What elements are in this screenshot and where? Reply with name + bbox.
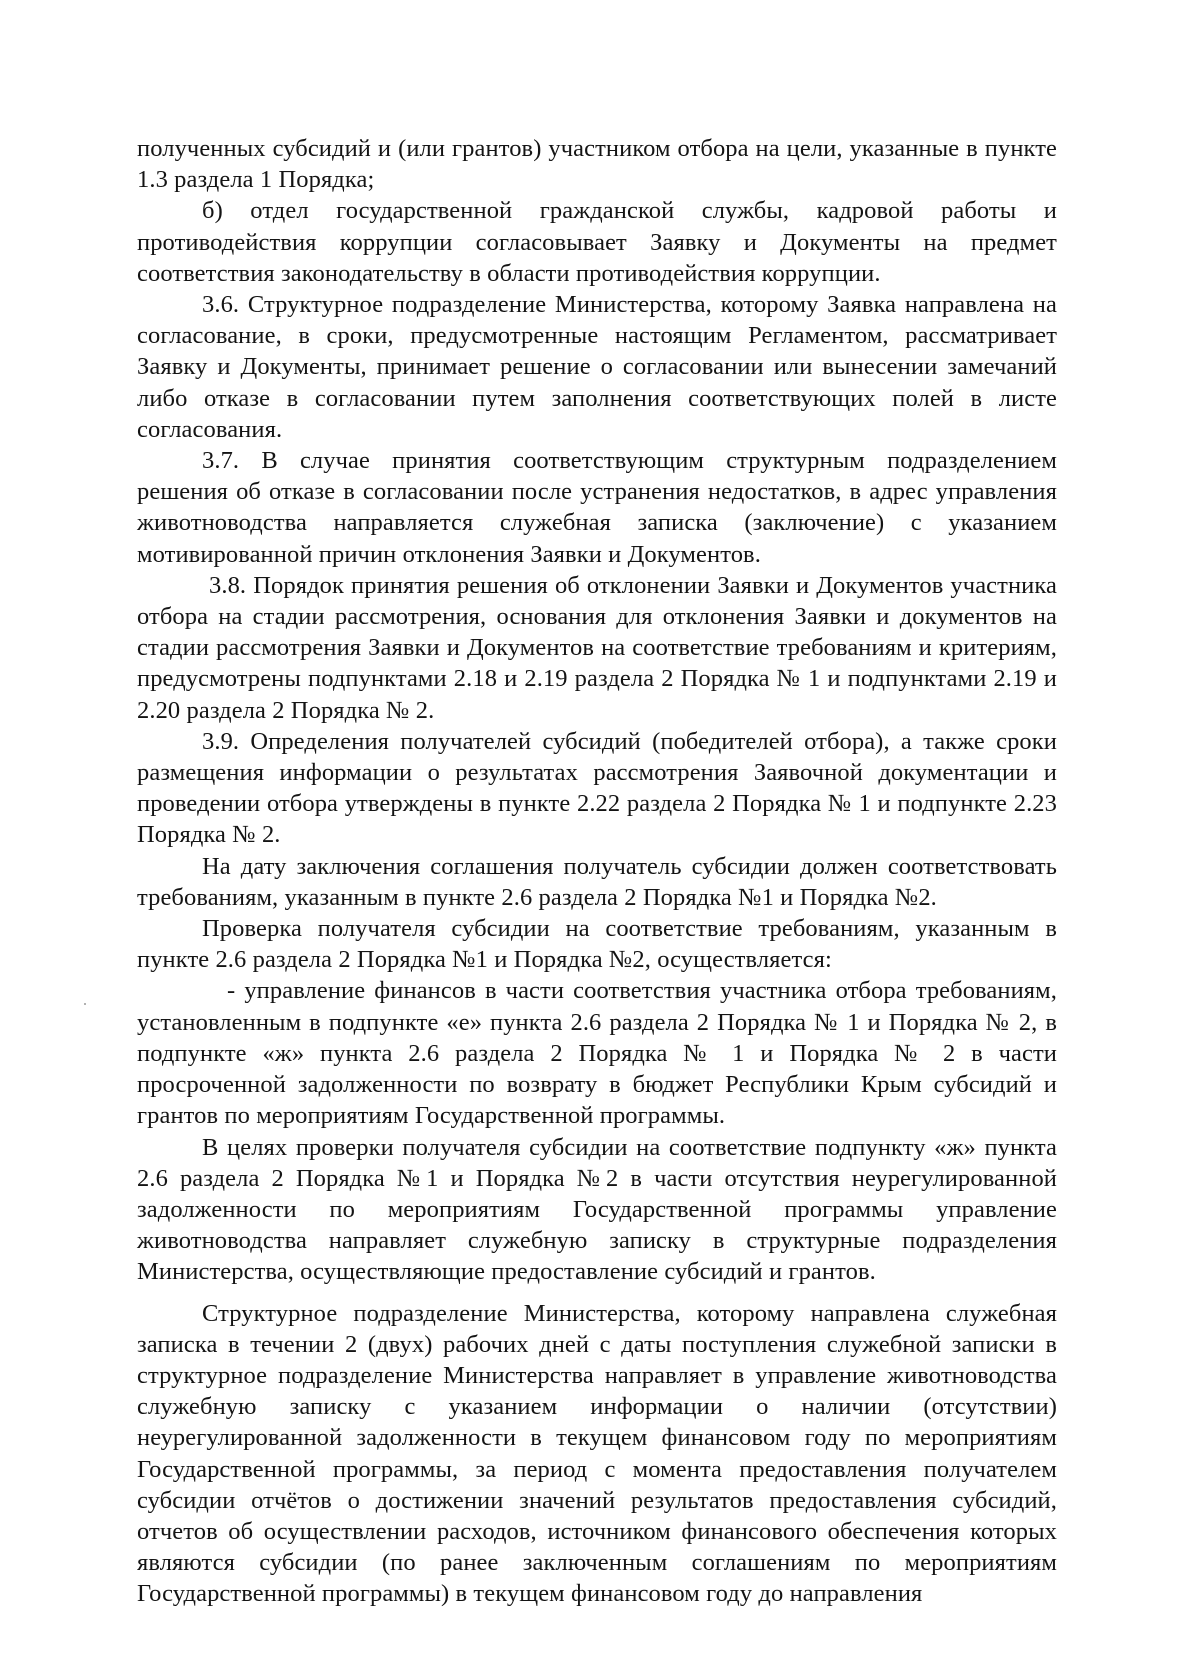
- document-body: [137, 133, 1057, 1610]
- scan-speck: [84, 1003, 86, 1005]
- paragraph-agreement-date: На дату заключения соглашения получатель субсидии должен соответствовать требованиям, указанным в пункте 2.6 раздела 2 Порядка №1 и Порядка №2.: [137, 852, 1057, 911]
- paragraph-3-6: 3.6. Структурное подразделение Министерства, которому Заявка направлена на согласование, в сроки, предусмотренные настоящим Регламентом, рассматривает Заявку и Документы, принимает решение о согласовании или вынесении замечаний либо отказе в согласовании путем заполнения соответствующих полей в листе согласования.: [137, 291, 1057, 443]
- paragraph-3-7: 3.7. В случае принятия соответствующим структурным подразделением решения об отказе в согласовании после устранения недостатков, в адрес управления животноводства направляется служебная записка (заключение) с указанием мотивированной причин отклонения Заявки и Документов.: [137, 447, 1057, 568]
- paragraph-finance-dash-item: - управление финансов в части соответствия участника отбора требованиям, установленным в подпункте «е» пункта 2.6 раздела 2 Порядка № 1 и Порядка № 2, в подпункте «ж» пункта 2.6 раздела 2 Порядка № 1 и Порядка № 2 в части просроченной задолженности по возврату в бюджет Республики Крым субсидий и грантов по мероприятиям Государственной программы.: [137, 977, 1057, 1130]
- paragraph-3-8: 3.8. Порядок принятия решения об отклонении Заявки и Документов участника отбора на стадии рассмотрения, основания для отклонения Заявки и документов на стадии рассмотрения Заявки и Документов на соответствие требованиям и критериям, предусмотрены подпунктами 2.18 и 2.19 раздела 2 Порядка № 1 и подпунктами 2.19 и 2.20 раздела 2 Порядка № 2.: [137, 571, 1057, 724]
- paragraph-structural-unit: Структурное подразделение Министерства, которому направлена служебная записка в течении 2 (двух) рабочих дней с даты поступления служебной записки в структурное подразделение Министерства направляет в управление животноводства служебную записку с указанием информации о наличии (отсутствии) неурегулированной задолженности в текущем финансовом году по мероприятиям Государственной программы, за период с момента предоставления получателем субсидии отчётов о достижении значений результатов предоставления субсидий, отчетов об осуществлении расходов, источником финансового обеспечения которых являются субсидии (по ранее заключенным соглашениям по мероприятиям Государственной программы) в текущем финансовом году до направления: [137, 1299, 1057, 1608]
- paragraph-continuation: полученных субсидий и (или грантов) участником отбора на цели, указанные в пункте 1.3 раздела 1 Порядка;: [137, 135, 1057, 194]
- paragraph-3-9: 3.9. Определения получателей субсидий (победителей отбора), а также сроки размещения информации о результатах рассмотрения Заявочной документации и проведении отбора утверждены в пункте 2.22 раздела 2 Порядка № 1 и подпункте 2.23 Порядка № 2.: [137, 727, 1057, 849]
- paragraph-verification-aims: В целях проверки получателя субсидии на соответствие подпункту «ж» пункта 2.6 раздела 2 Порядка №1 и Порядка №2 в части отсутствия неурегулированной задолженности по мероприятиям Государственной программы управление животноводства направляет служебную записку в структурные подразделения Министерства, осуществляющие предоставление субсидий и грантов.: [137, 1133, 1057, 1286]
- paragraph-recipient-check: Проверка получателя субсидии на соответствие требованиям, указанным в пункте 2.6 раздела 2 Порядка №1 и Порядка №2, осуществляется:: [137, 915, 1057, 974]
- paragraph-b-anticorruption: б) отдел государственной гражданской службы, кадровой работы и противодействия коррупции согласовывает Заявку и Документы на предмет соответствия законодательству в области противодействия коррупции.: [137, 197, 1057, 287]
